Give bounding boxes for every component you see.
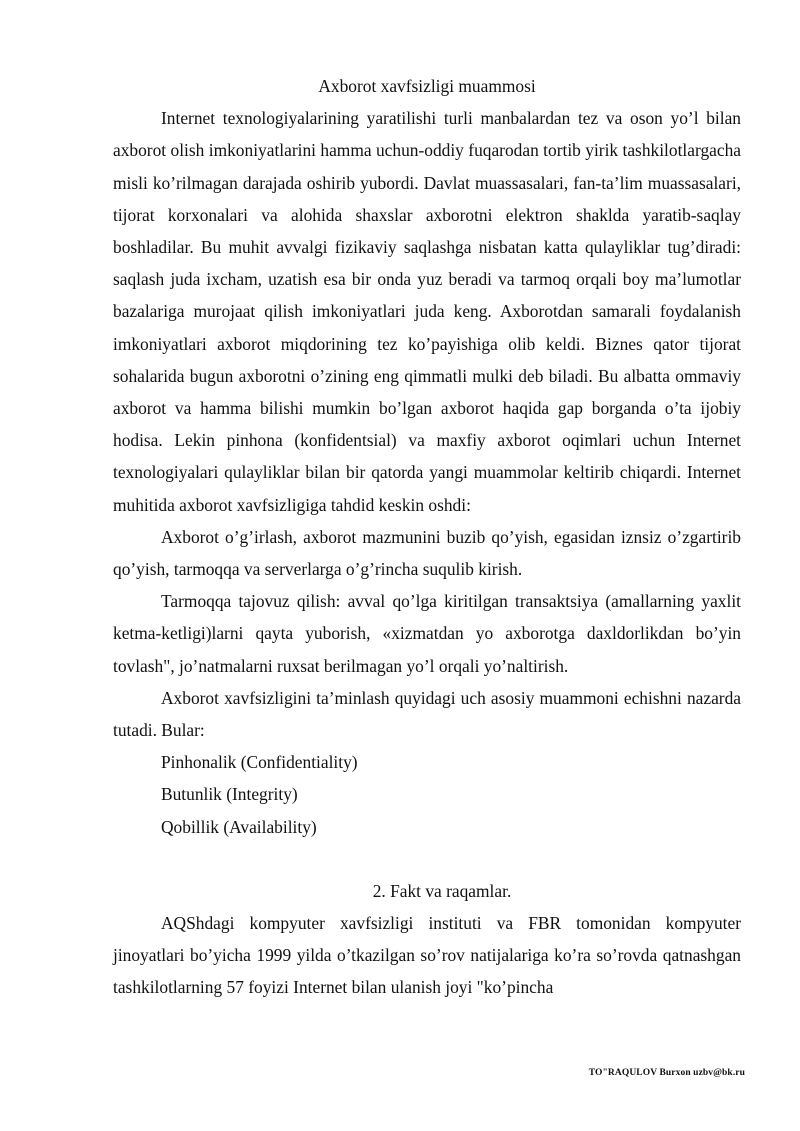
document-page [113,70,741,1004]
footer-author: TO"RAQULOV Burxon uzbv@bk.ru [588,1068,745,1078]
paragraph-security-tasks: Axborot xavfsizligini ta’minlash quyidagi uch asosiy muammoni echishni nazarda tutadi. Bular: [113,687,741,741]
paragraph-intro: Internet texnologiyalarining yaratilishi turli manbalardan tez va oson yo’l bilan axborot olish imkoniyatlarini hamma uchun-oddiy fuqarodan tortib yirik tashkilotlargacha misli ko’rilmagan darajada oshirib yubordi. Davlat muassasalari, fan-ta’lim muassasalari, tijorat korxonalari va alohida shaxslar axborotni elektron shaklda yaratib-saqlay boshladilar. Bu muhit avvalgi fizikaviy saqlashga nisbatan katta qulayliklar tug’diradi: saqlash juda ixcham, uzatish esa bir onda yuz beradi va tarmoq orqali boy ma’lumotlar bazalariga murojaat qilish imkoniyatlari juda keng. Axborotdan samarali foydalanish imkoniyatlari axborot miqdorining tez ko’payishiga olib keldi. Biznes qator tijorat sohalarida bugun axborotni o’zining eng qimmatli mulki deb biladi. Bu albatta ommaviy axborot va hamma bilishi mumkin bo’lgan axborot haqida gap borganda o’ta ijobiy hodisa. Lekin pinhona (konfidentsial) va maxfiy axborot oqimlari uchun Internet texnologiyalari qulayliklar bilan bir qatorda yangi muammolar keltirib chiqardi. Internet muhitida axborot xavfsizligiga tahdid keskin oshdi: [113,108,741,515]
document-title: Axborot xavfsizligi muammosi [318,76,536,96]
paragraph-threats-network: Tarmoqqa tajovuz qilish: avval qo’lga kiritilgan transaktsiya (amallarning yaxlit ketma-ketligi)larni qayta yuborish, «xizmatdan yo axborotga daxldorlikdan bo’yin tovlash", jo’natmalarni ruxsat berilmagan yo’l orqali yo’naltirish. [113,591,741,676]
section-title-facts: 2. Fakt va raqamlar. [372,880,512,901]
paragraph-facts: AQShdagi kompyuter xavfsizligi instituti va FBR tomonidan kompyuter jinoyatlari bo’yicha 1999 yilda o’tkazilgan so’rov natijalariga ko’ra so’rovda qatnashgan tashkilotlarning 57 foyizi Internet bilan ulanish joyi "ko’pincha [113,913,741,998]
list-item-availability: Qobillik (Availability) [161,816,317,837]
paragraph-threats-theft: Axborot o’g’irlash, axborot mazmunini buzib qo’yish, egasidan iznsiz o’zgartirib qo’yish, tarmoqqa va serverlarga o’g’rincha suqulib kirish. [113,526,741,580]
list-item-confidentiality: Pinhonalik (Confidentiality) [161,752,358,773]
list-item-integrity: Butunlik (Integrity) [161,784,298,805]
